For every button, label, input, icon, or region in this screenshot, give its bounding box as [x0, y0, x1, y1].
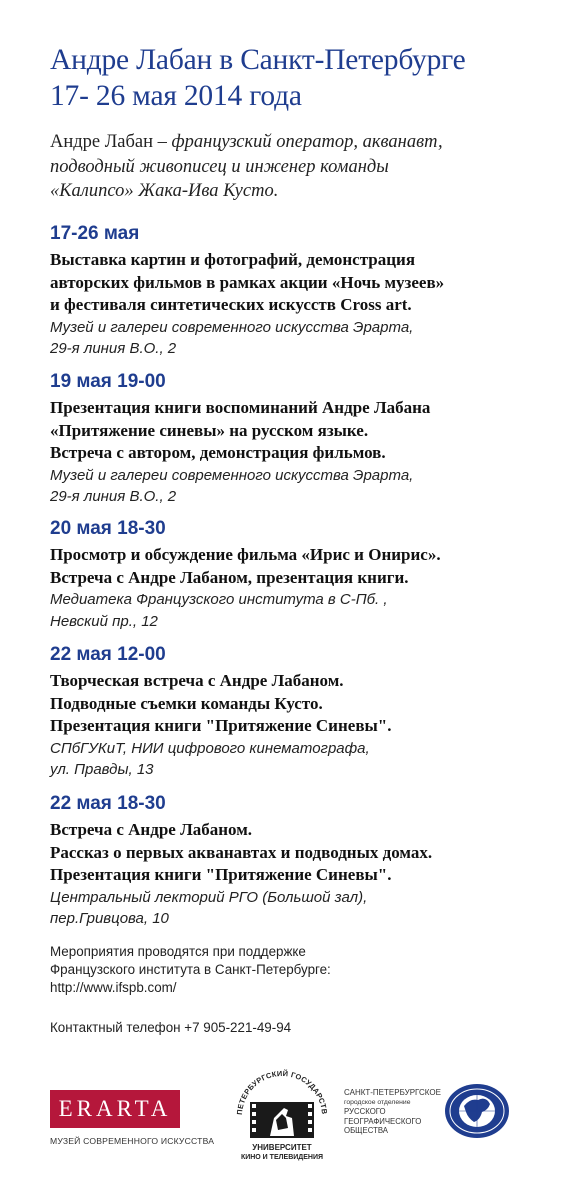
event-date: 19 мая 19-00	[50, 371, 166, 392]
event-address: 29-я линия В.О., 2	[50, 340, 177, 357]
event-line: Встреча с автором, демонстрация фильмов.	[50, 443, 386, 462]
event-line: Презентация книги "Притяжение Синевы".	[50, 716, 392, 735]
event-date: 20 мая 18-30	[50, 518, 166, 539]
rgo-line-3: РУССКОГО	[344, 1107, 386, 1116]
contact-phone: Контактный телефон +7 905-221-49-94	[50, 1020, 292, 1035]
svg-text:КИНО И ТЕЛЕВИДЕНИЯ: КИНО И ТЕЛЕВИДЕНИЯ	[240, 1154, 324, 1161]
event-date: 17-26 мая	[50, 223, 140, 244]
event-line: Презентация книги воспоминаний Андре Лабана	[50, 398, 431, 417]
rgo-line-2: городское отделение	[344, 1099, 411, 1106]
event-line: авторских фильмов в рамках акции «Ночь музеев»	[50, 272, 445, 292]
support-link[interactable]: http://www.ifspb.com/	[50, 980, 177, 995]
event-line: Рассказ о первых акванавтах и подводных домах.	[50, 842, 433, 862]
intro-line-3: «Калипсо» Жака-Ива Кусто.	[50, 181, 279, 201]
event-venue: Музей и галереи современного искусства Эрарта,	[50, 466, 414, 484]
event-block	[50, 517, 560, 632]
event-line: Творческая встреча с Андре Лабаном.	[50, 671, 344, 690]
university-logo	[228, 1058, 336, 1168]
intro-line-2: подводный живописец и инженер команды	[50, 156, 389, 177]
event-line: Встреча с Андре Лабаном, презентация книги.	[50, 567, 409, 587]
event-block	[50, 222, 560, 360]
intro-name: Андре Лабан	[50, 132, 154, 152]
event-address: 29-я линия В.О., 2	[50, 488, 177, 505]
event-address: ул. Правды, 13	[50, 761, 154, 778]
support-line-1: Мероприятия проводятся при поддержке	[50, 944, 306, 959]
event-line: и фестиваля синтетических искусств Cross art.	[50, 295, 412, 314]
event-address: Невский пр., 12	[50, 612, 158, 630]
event-venue: Центральный лекторий РГО (Большой зал),	[50, 888, 368, 906]
support-line-2: Французского института в Санкт-Петербурге:	[50, 962, 331, 977]
support-note	[50, 943, 530, 997]
svg-text:УНИВЕРСИТЕТ: УНИВЕРСИТЕТ	[252, 1143, 312, 1152]
intro-description-1: – французский оператор, акванавт,	[153, 132, 443, 152]
page-title	[50, 42, 550, 114]
svg-text:САНКТ-ПЕТЕРБУРГСКИЙ ГОСУДАРСТВ: ПЕТЕРБУРГСКИЙ ГОСУДАРСТВ	[234, 1068, 330, 1116]
event-date: 22 мая 12-00	[50, 644, 166, 665]
erarta-logo	[50, 1090, 215, 1146]
event-block	[50, 792, 560, 930]
event-date: 22 мая 18-30	[50, 793, 166, 814]
rgo-line-4: ГЕОГРАФИЧЕСКОГО	[344, 1116, 422, 1126]
rgo-logo-text	[344, 1088, 444, 1136]
intro-paragraph	[50, 130, 550, 204]
event-venue: СПбГУКиТ, НИИ цифрового кинематографа,	[50, 739, 370, 757]
rgo-line-5: ОБЩЕСТВА	[344, 1126, 388, 1135]
event-line: Подводные съемки команды Кусто.	[50, 693, 323, 713]
event-address: пер.Гривцова, 10	[50, 910, 169, 927]
title-line-dates: 17- 26 мая 2014 года	[50, 80, 302, 112]
title-line-name: Андре Лабан в Санкт-Петербурге	[50, 44, 466, 76]
event-line: Просмотр и обсуждение фильма «Ирис и Онирис».	[50, 545, 441, 564]
event-line: Презентация книги "Притяжение Синевы".	[50, 865, 392, 884]
event-venue: Музей и галереи современного искусства Эрарта,	[50, 318, 414, 336]
event-line: Выставка картин и фотографий, демонстрация	[50, 250, 416, 269]
event-line: Встреча с Андре Лабаном.	[50, 820, 253, 839]
rgo-line-1: САНКТ-ПЕТЕРБУРГСКОЕ	[344, 1088, 441, 1097]
rgo-emblem-icon	[444, 1082, 510, 1140]
event-block	[50, 370, 560, 508]
erarta-logo-mark: ERARTA	[50, 1090, 180, 1128]
erarta-logo-subtitle: МУЗЕЙ СОВРЕМЕННОГО ИСКУССТВА	[50, 1136, 215, 1146]
event-line: «Притяжение синевы» на русском языке.	[50, 420, 369, 440]
rgo-logo	[344, 1082, 514, 1142]
university-emblem	[228, 1058, 336, 1168]
intro-line-1	[50, 130, 550, 155]
event-venue: Медиатека Французского института в С-Пб. ,	[50, 591, 388, 608]
event-block	[50, 643, 560, 781]
